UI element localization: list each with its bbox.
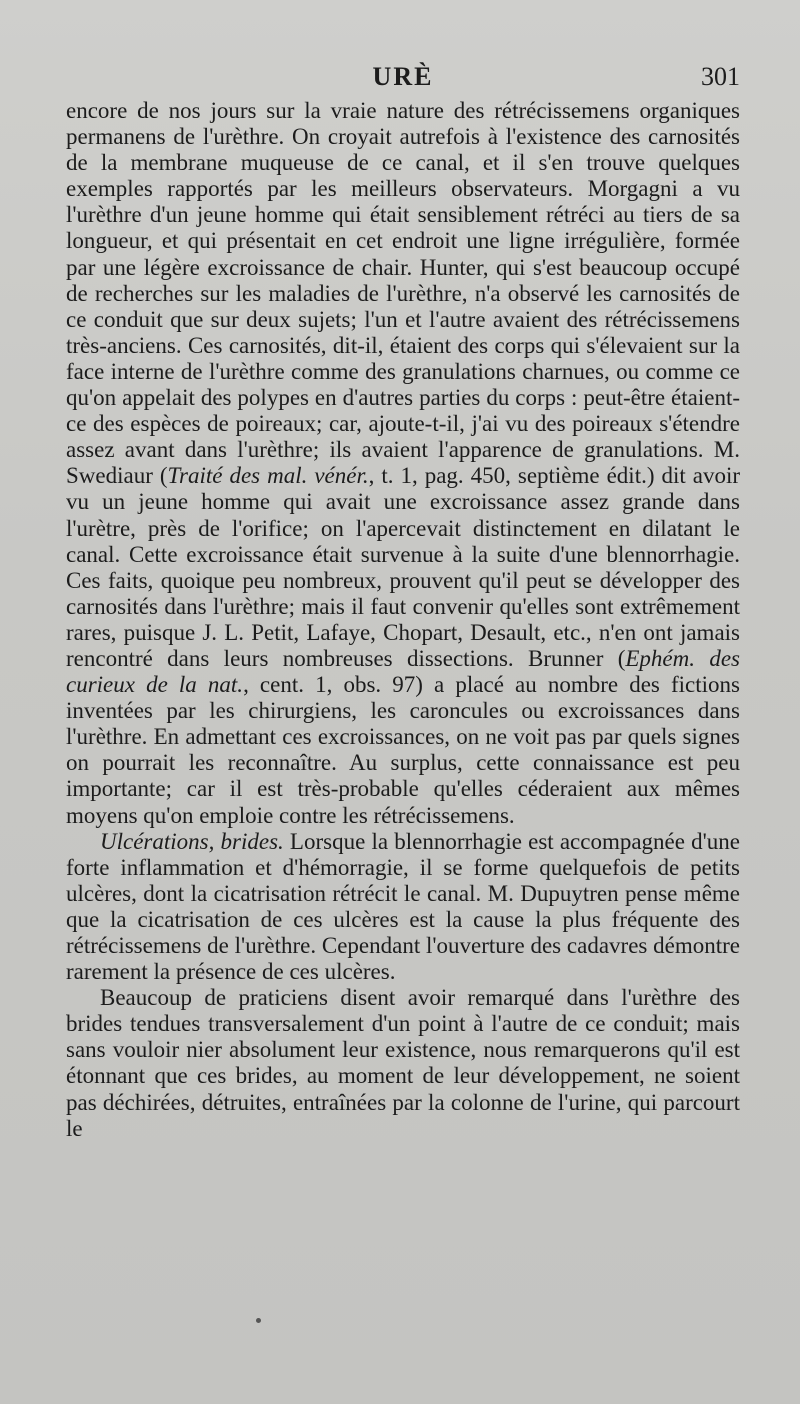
body-text <box>66 98 740 1142</box>
paragraph-text: Beaucoup de praticiens disent avoir remarqué dans l'urèthre des brides tendues transversalement d'un point à l'autre de ce conduit; mais sans vouloir nier absolument leur existence, nous remarquerons qu'il est étonnant que ces brides, au moment de leur développement, ne soient pas déchirées, détruites, entraînées par la colonne de l'urine, qui parcourt le <box>66 985 740 1141</box>
citation-swediaur: Traité des mal. vénér. <box>167 463 369 489</box>
running-head: URÈ <box>372 62 434 91</box>
paragraph-ulcerations <box>66 829 740 986</box>
paragraph-brides <box>66 985 740 1142</box>
paragraph-text: , cent. 1, obs. 97) a placé au nombre des fictions inventées par les chirurgiens, les caroncules ou excroissances dans l'urèthre. En admettant ces excroissances, on ne voit pas par quels signes on pourrait les reconnaître. Au surplus, cette connaissance est peu importante; car il est très-probable qu'elles céderaient aux mêmes moyens qu'on emploie contre les rétrécissemens. <box>66 672 740 828</box>
paragraph-text: Lorsque la blennorrhagie est accompagnée d'une forte inflammation et d'hémorragie, il se forme quelquefois de petits ulcères, dont la cicatrisation rétrécit le canal. M. Dupuytren pense même que la cicatrisation de ces ulcères est la cause la plus fréquente des rétrécissemens de l'urèthre. Cependant l'ouverture des cadavres démontre rarement la présence de ces ulcères. <box>66 828 740 985</box>
paragraph-carnosites <box>66 98 740 829</box>
paper-speck <box>256 1318 261 1323</box>
paragraph-text: encore de nos jours sur la vraie nature des rétrécissemens organiques permanens de l'urèthre. On croyait autrefois à l'existence des carnosités de la membrane muqueuse de ce canal, et il s'en trouve quelques exemples rapportés par les meilleurs observateurs. Morgagni a vu l'urèthre d'un jeune homme qui était sensiblement rétréci au tiers de sa longueur, et qui présentait en cet endroit une ligne irrégulière, formée par une légère excroissance de chair. Hunter, qui s'est beaucoup occupé de recherches sur les maladies de l'urèthre, n'a observé les carnosités de ce conduit que sur deux sujets; l'un et l'autre avaient des rétrécissemens très-anciens. Ces carnosités, dit-il, étaient des corps qui s'élevaient sur la face interne de l'urèthre comme des granulations charnues, ou comme ce qu'on appelait des polypes en d'autres parties du corps : peut-être étaient-ce des espèces de poireaux; car, ajoute-t-il, j'ai vu des poireaux s'étendre assez avant dans l'urèthre; ils avaient l'apparence de granulations. M. Swediaur ( <box>66 98 740 489</box>
page-number: 301 <box>701 62 740 91</box>
page-header <box>66 62 740 98</box>
paragraph-text: , t. 1, pag. 450, septième édit.) dit avoir vu un jeune homme qui avait une excroissance assez grande dans l'urètre, près de l'orifice; on l'apercevait distinctement en dilatant le canal. Cette excroissance était survenue à la suite d'une blennorrhagie. Ces faits, quoique peu nombreux, prouvent qu'il peut se développer des carnosités dans l'urèthre; mais il faut convenir qu'elles sont extrêmement rares, puisque J. L. Petit, Lafaye, Chopart, Desault, etc., n'en ont jamais rencontré dans leurs nombreuses dissections. Brunner ( <box>66 463 740 671</box>
section-heading-ulcerations: Ulcérations, brides. <box>100 828 284 854</box>
citation-brunner: Ephém. des curieux de la nat. <box>66 645 740 698</box>
